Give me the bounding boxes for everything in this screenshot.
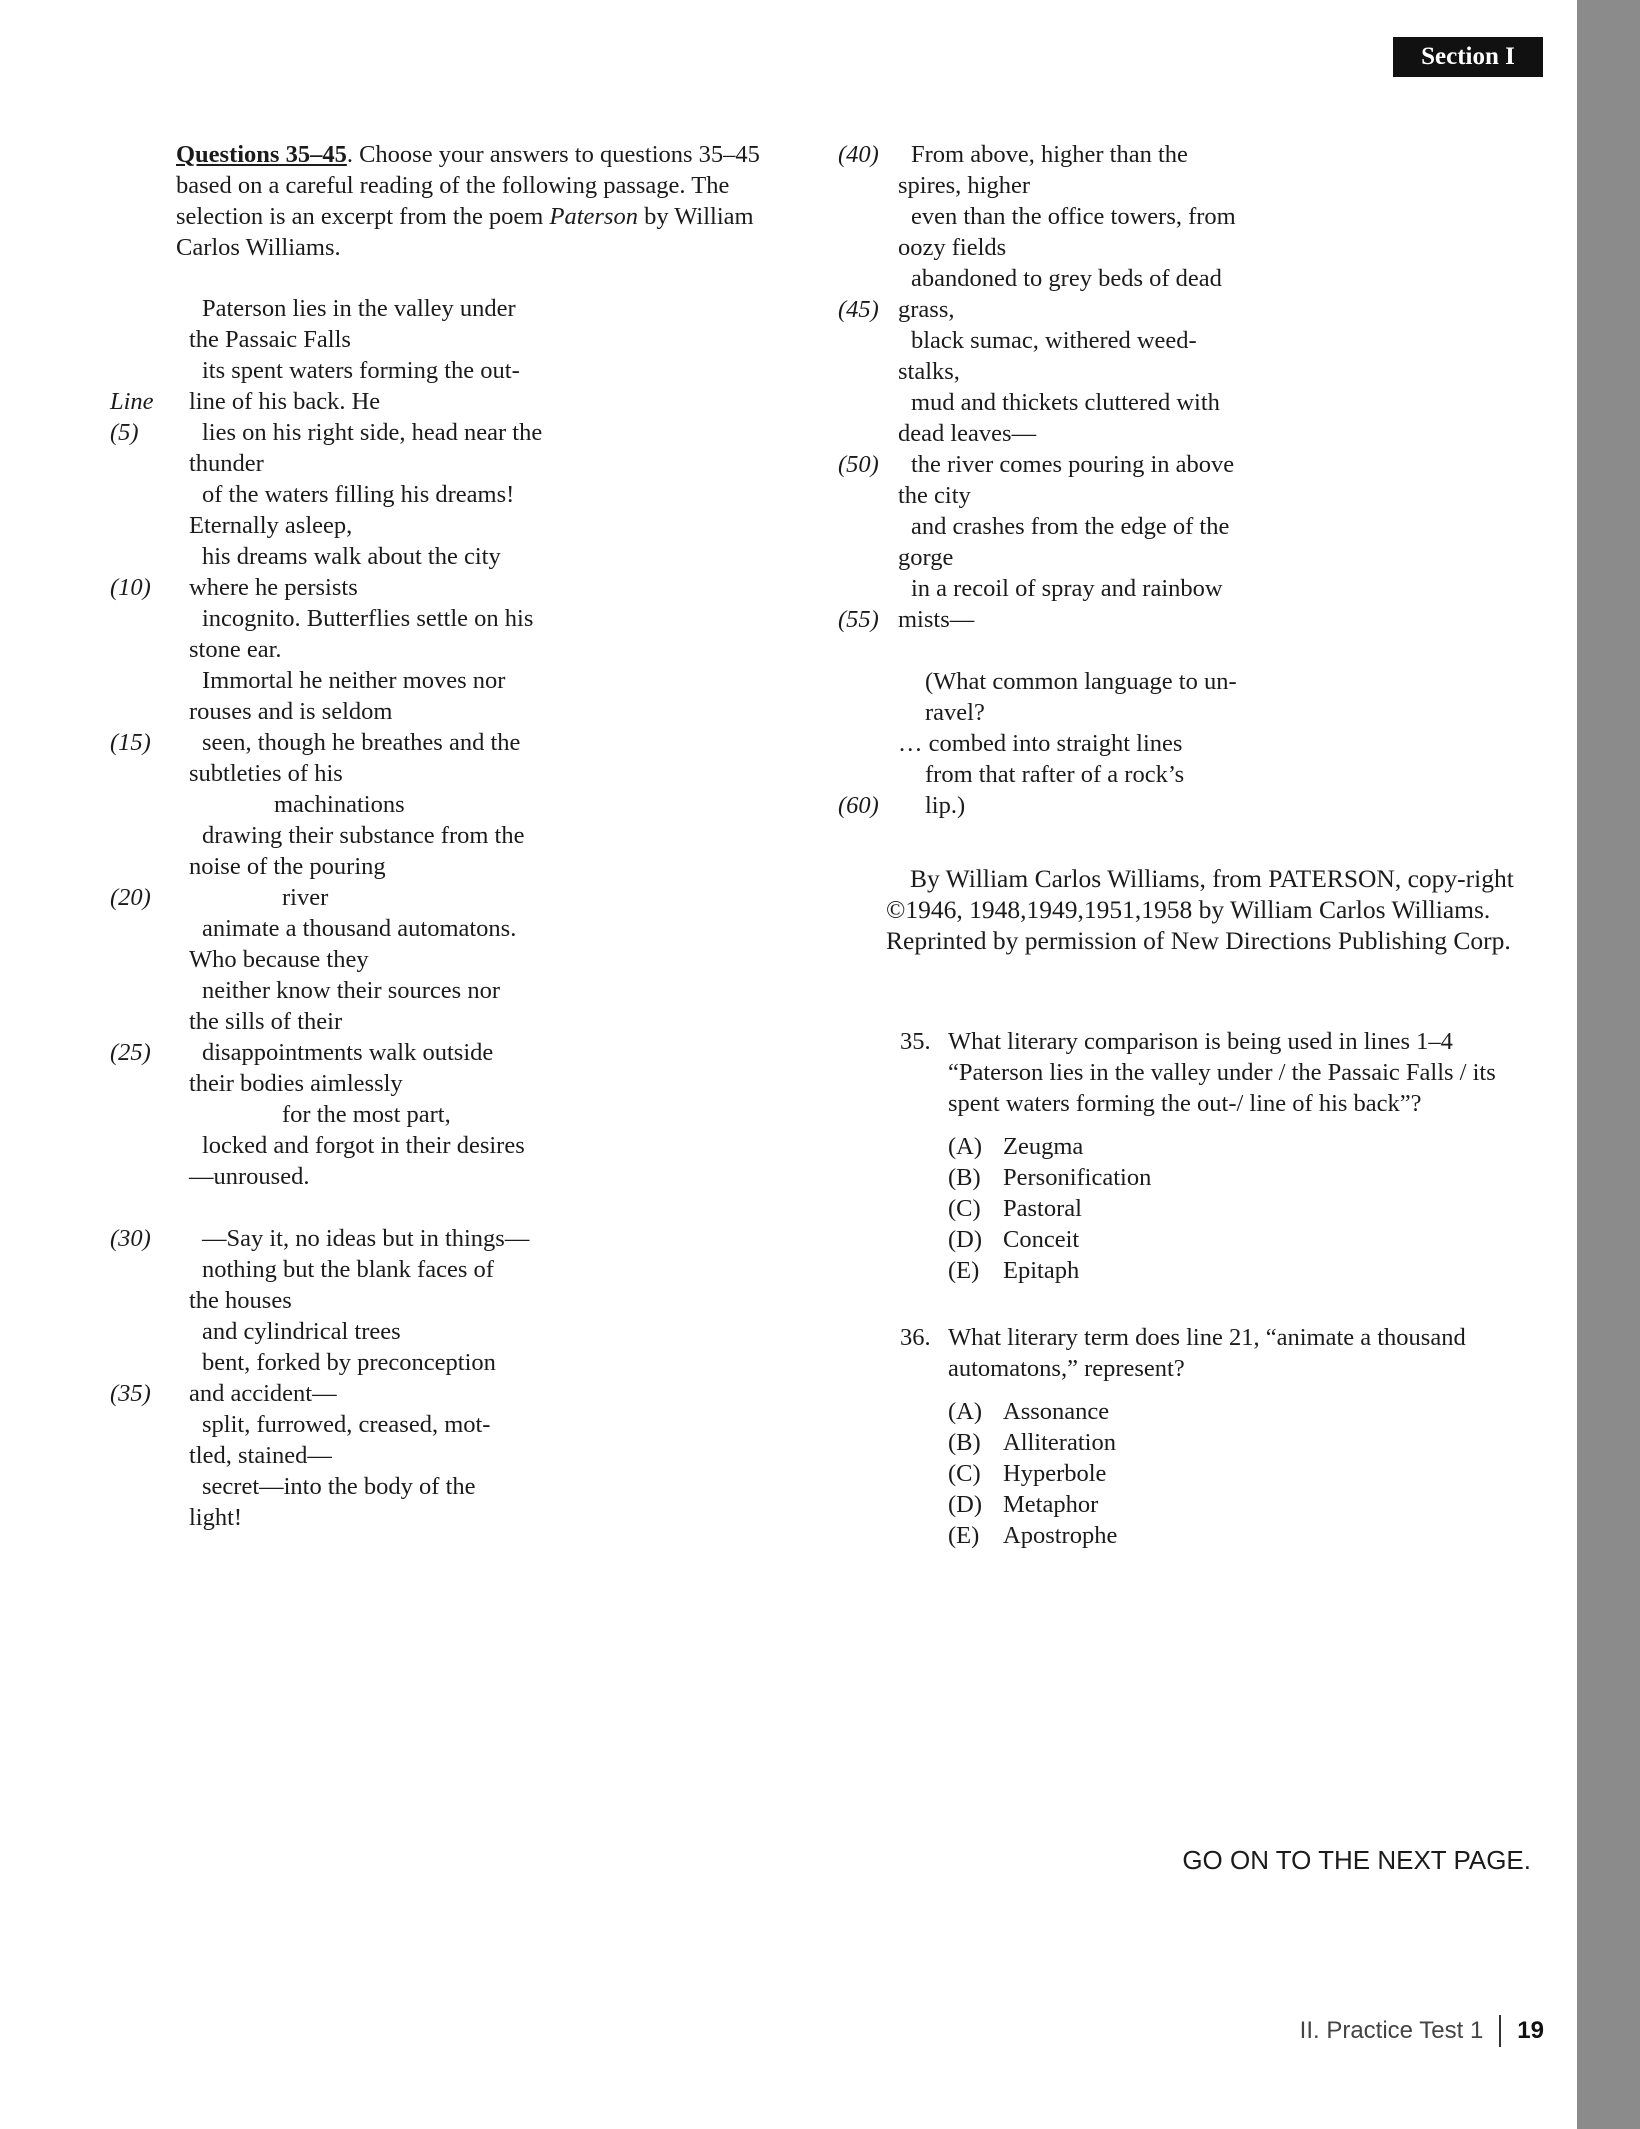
question-number: 35. (900, 1028, 931, 1055)
poem-line-text: grass, (898, 296, 955, 323)
poem-line-text: and crashes from the edge of the (911, 513, 1230, 540)
line-number: (25) (110, 1039, 151, 1066)
answer-options (948, 1131, 1520, 1286)
poem-line-text: machinations (274, 791, 405, 818)
option-letter: (C) (948, 1460, 981, 1487)
option-letter: (E) (948, 1257, 980, 1284)
poem-line-text: (What common language to un- (925, 668, 1237, 695)
page-footer (1100, 2011, 1544, 2051)
poem-line-text: tled, stained— (189, 1442, 332, 1469)
poem-line-text: the houses (189, 1287, 292, 1314)
question-text: What literary comparison is being used in lines 1–4 “Paterson lies in the valley under / the Passaic Falls / its spent waters forming the out-/ line of his back”? (948, 1028, 1496, 1117)
option-letter: (A) (948, 1398, 983, 1425)
poem-line-text: disappointments walk outside (202, 1039, 494, 1066)
poem-line-text: its spent waters forming the out- (202, 357, 520, 384)
poem-line-text: bent, forked by preconception (202, 1349, 496, 1376)
poem-line-text: light! (189, 1504, 243, 1531)
poem-line-text: From above, higher than the (911, 141, 1188, 168)
answer-option[interactable] (948, 1427, 1520, 1458)
line-number: Line (110, 388, 154, 415)
poem-line-text: from that rafter of a rock’s (925, 761, 1185, 788)
option-letter: (D) (948, 1491, 983, 1518)
poem-line-text: stalks, (898, 358, 960, 385)
line-number: (30) (110, 1225, 151, 1252)
poem-line-text: thunder (189, 450, 264, 477)
instructions-text-end: by William Carlos Williams. (176, 203, 754, 261)
poem-line-text: neither know their sources nor (202, 977, 500, 1004)
poem-line-text: rouses and is seldom (189, 698, 393, 725)
line-number: (60) (838, 792, 879, 819)
poem-line-text: nothing but the blank faces of (202, 1256, 494, 1283)
poem-line-text: drawing their substance from the (202, 822, 525, 849)
line-number: (55) (838, 606, 879, 633)
question-35 (900, 1026, 1520, 1286)
line-number: (10) (110, 574, 151, 601)
question-range: Questions 35–45 (176, 141, 347, 168)
line-number: (35) (110, 1380, 151, 1407)
go-on-notice: GO ON TO THE NEXT PAGE. (1182, 1845, 1531, 1875)
option-text: Pastoral (1003, 1195, 1082, 1222)
poem-line-text: animate a thousand automatons. (202, 915, 517, 942)
poem-line-text: subtleties of his (189, 760, 343, 787)
option-text: Apostrophe (1003, 1522, 1118, 1549)
poem-line-text: mud and thickets cluttered with (911, 389, 1220, 416)
poem-line-text: of the waters filling his dreams! (202, 481, 515, 508)
copyright-credit: By William Carlos Williams, from PATERSON, copy-right ©1946, 1948,1949,1951,1958 by William Carlos Williams. Reprinted by permission of New Directions Publishing Corp. (886, 864, 1514, 955)
line-number: (20) (110, 884, 151, 911)
option-text: Personification (1003, 1164, 1152, 1191)
footer-chapter: II. Practice Test 1 (1299, 2017, 1484, 2044)
poem-line-text: mists— (898, 606, 975, 633)
poem-line-text: the sills of their (189, 1008, 343, 1035)
poem-line-text: and cylindrical trees (202, 1318, 401, 1345)
line-number: (15) (110, 729, 151, 756)
answer-option[interactable] (948, 1520, 1520, 1551)
answer-option[interactable] (948, 1458, 1520, 1489)
poem-line-text: lies on his right side, head near the (202, 419, 543, 446)
answer-option[interactable] (948, 1489, 1520, 1520)
line-number: (5) (110, 419, 139, 446)
poem-line-text: the Passaic Falls (189, 326, 351, 353)
poem-line-text: their bodies aimlessly (189, 1070, 403, 1097)
option-letter: (C) (948, 1195, 981, 1222)
poem-line-text: oozy fields (898, 234, 1007, 261)
option-letter: (B) (948, 1429, 981, 1456)
poem-line-text: black sumac, withered weed- (911, 327, 1197, 354)
section-label: Section I (1393, 37, 1543, 77)
page-number: 19 (1517, 2017, 1544, 2044)
line-number: (40) (838, 141, 879, 168)
answer-option[interactable] (948, 1193, 1520, 1224)
answer-option[interactable] (948, 1396, 1520, 1427)
poem-line-text: spires, higher (898, 172, 1030, 199)
option-letter: (A) (948, 1133, 983, 1160)
poem-line-text: stone ear. (189, 636, 282, 663)
poem-line-text: split, furrowed, creased, mot- (202, 1411, 491, 1438)
question-36 (900, 1322, 1520, 1551)
option-text: Zeugma (1003, 1133, 1084, 1160)
poem-line-text: where he persists (189, 574, 358, 601)
option-text: Alliteration (1003, 1429, 1116, 1456)
poem-line-text: even than the office towers, from (911, 203, 1236, 230)
poem-line-text: lip.) (925, 792, 966, 819)
answer-option[interactable] (948, 1131, 1520, 1162)
answer-option[interactable] (948, 1255, 1520, 1286)
poem-line-text: the river comes pouring in above (911, 451, 1235, 478)
instructions-text: . Choose your answers to questions 35–45 based on a careful reading of the following passage. The selection is an excerpt from the poem (176, 141, 760, 230)
poem-line-text: the city (898, 482, 971, 509)
poem-line-text: locked and forgot in their desires (202, 1132, 525, 1159)
poem-line-text: secret—into the body of the (202, 1473, 476, 1500)
poem-line-text: —unroused. (189, 1163, 310, 1190)
answer-options (948, 1396, 1520, 1551)
poem-line-text: … combed into straight lines (898, 730, 1183, 757)
poem-line-text: and accident— (189, 1380, 337, 1407)
poem-line-text: Paterson lies in the valley under (202, 295, 516, 322)
option-text: Metaphor (1003, 1491, 1099, 1518)
line-number: (50) (838, 451, 879, 478)
question-text: What literary term does line 21, “animate a thousand automatons,” represent? (948, 1324, 1466, 1382)
footer-divider (1499, 2015, 1501, 2047)
option-letter: (E) (948, 1522, 980, 1549)
option-text: Hyperbole (1003, 1460, 1107, 1487)
answer-option[interactable] (948, 1224, 1520, 1255)
option-text: Assonance (1003, 1398, 1110, 1425)
option-text: Conceit (1003, 1226, 1080, 1253)
poem-title: Paterson (549, 203, 638, 230)
poem-line-text: gorge (898, 544, 954, 571)
poem-line-text: seen, though he breathes and the (202, 729, 521, 756)
poem-line-text: —Say it, no ideas but in things— (202, 1225, 530, 1252)
poem-line-text: abandoned to grey beds of dead (911, 265, 1222, 292)
poem-line-text: dead leaves— (898, 420, 1037, 447)
option-text: Epitaph (1003, 1257, 1080, 1284)
option-letter: (D) (948, 1226, 983, 1253)
poem-line-text: Eternally asleep, (189, 512, 353, 539)
option-letter: (B) (948, 1164, 981, 1191)
poem-line-text: Who because they (189, 946, 369, 973)
line-number: (45) (838, 296, 879, 323)
question-instructions (176, 139, 816, 263)
poem-line-text: in a recoil of spray and rainbow (911, 575, 1223, 602)
poem-line-text: river (282, 884, 329, 911)
answer-option[interactable] (948, 1162, 1520, 1193)
poem-line-text: noise of the pouring (189, 853, 386, 880)
question-number: 36. (900, 1324, 931, 1351)
poem-line-text: Immortal he neither moves nor (202, 667, 506, 694)
page-edge-bar (1577, 0, 1640, 2129)
poem-line-text: incognito. Butterflies settle on his (202, 605, 534, 632)
poem-line-text: for the most part, (282, 1101, 451, 1128)
poem-line-text: his dreams walk about the city (202, 543, 501, 570)
poem-line-text: line of his back. He (189, 388, 381, 415)
poem-line-text: ravel? (925, 699, 985, 726)
